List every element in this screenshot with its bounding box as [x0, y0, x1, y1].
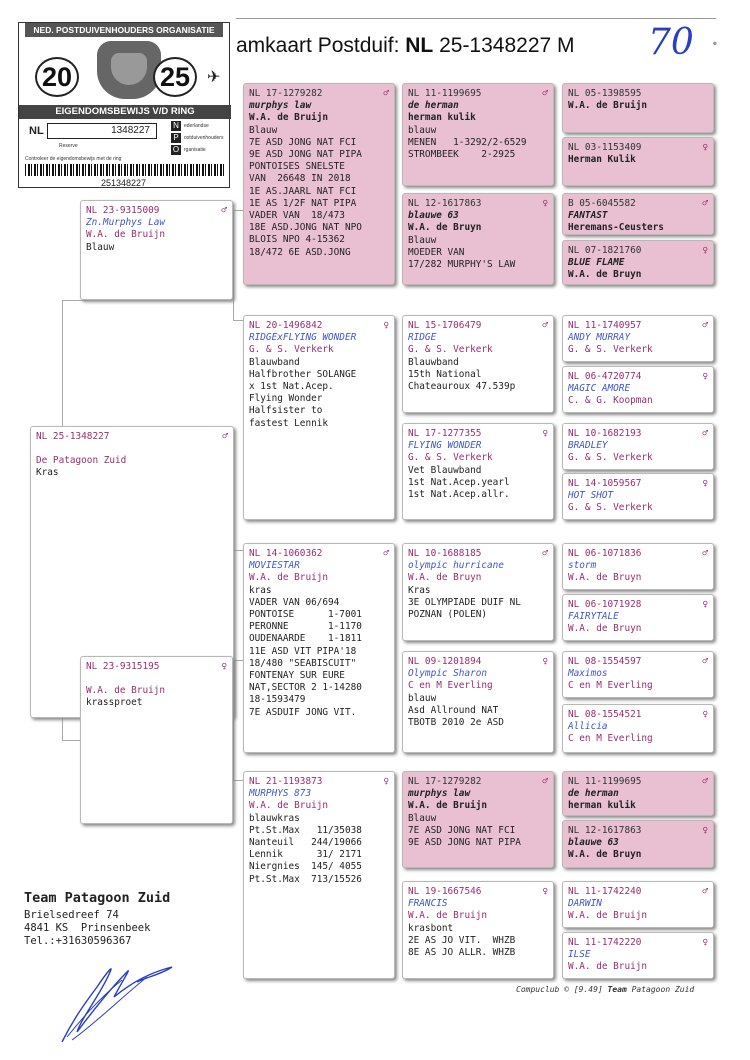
pedigree-card-g10	[562, 594, 714, 641]
pedigree-card-g14	[562, 820, 714, 868]
owner-name: W.A. de Bruijn	[568, 961, 648, 973]
sex-icon: ♀	[702, 142, 708, 153]
info-line: POZNAN (POLEN)	[408, 609, 488, 621]
info-line: krasbont	[408, 922, 454, 934]
info-line: 1E AS.JAARL NAT FCI	[249, 185, 357, 197]
connector-line	[233, 780, 243, 781]
owner-name: W.A. de Bruijn	[249, 572, 329, 584]
top-rule	[236, 18, 716, 19]
ring-line	[568, 88, 708, 100]
owner-name: W.A. de Bruijn	[568, 100, 648, 112]
pigeon-name: RIDGExFLYING WONDER	[249, 332, 357, 344]
sex-icon: ♀	[542, 198, 548, 209]
ring-org-banner: NED. POSTDUIVENHOUDERS ORGANISATIE	[25, 23, 223, 37]
owner-name: W.A. de Bruyn	[568, 623, 642, 635]
ring-line	[249, 320, 389, 332]
sex-icon: ♂	[702, 320, 708, 331]
ring-number-field: 1348227	[47, 123, 157, 139]
owner-name: G. & S. Verkerk	[408, 452, 493, 464]
owner-name: W.A. de Bruyn	[568, 269, 642, 281]
info-line: FONTENAY SUR EURE	[249, 670, 345, 682]
control-note: Controleer de eigendomsbewijs met de ring	[25, 156, 122, 162]
sex-icon: ♀	[702, 371, 708, 382]
info-line: Blauw	[249, 124, 278, 136]
ring-number: NL 08-1554521	[568, 709, 642, 720]
ring-line	[249, 88, 389, 100]
compuclub-credit: Compuclub © [9.49] Team Patagoon Zuid	[516, 985, 695, 994]
ring-line	[249, 776, 389, 788]
pedigree-card-g15	[562, 881, 714, 928]
pigeon-name: FAIRYTALE	[568, 611, 619, 623]
pigeon-name: Olympic Sharon	[408, 668, 488, 680]
info-line: Blauwband	[408, 356, 459, 368]
info-line: Asd Allround NAT	[408, 704, 499, 716]
ring-number: NL 10-1682193	[568, 428, 642, 439]
pedigree-card-g2	[562, 137, 714, 186]
year-left: 20	[35, 57, 79, 97]
info-line: 11E ASD VIT PIPA'18	[249, 645, 357, 657]
pedigree-card-g13	[562, 771, 714, 816]
sex-icon: ♀	[542, 886, 548, 897]
n-letter: N	[171, 121, 181, 131]
sex-icon: ♀	[702, 709, 708, 720]
sex-icon: ♂	[702, 198, 708, 209]
connector-line	[62, 300, 86, 301]
sex-icon: ♂	[542, 88, 548, 99]
sex-icon: ♂	[383, 548, 389, 559]
ring-line	[568, 886, 708, 898]
sex-icon: ♀	[702, 599, 708, 610]
sex-icon: ♂	[702, 428, 708, 439]
barcode	[25, 164, 225, 176]
info-line: STROMBEEK 2-2925	[408, 149, 516, 161]
sex-icon: ♂	[702, 548, 708, 559]
info-line: 1E AS 1/2F NAT PIPA	[249, 197, 357, 209]
pedigree-card-g11	[562, 651, 714, 698]
ring-number: NL 06-1071928	[568, 599, 642, 610]
info-line: blauw	[408, 124, 437, 136]
ring-line	[408, 320, 548, 332]
owner-name: Herman Kulik	[568, 154, 636, 166]
ring-number: NL 14-1059567	[568, 478, 642, 489]
ring-line	[568, 825, 708, 837]
pedigree-card-g16	[562, 932, 714, 979]
owner-name: W.A. de Bruijn	[86, 685, 166, 697]
info-line: Kras	[408, 584, 431, 596]
info-line: krassproet	[86, 697, 143, 709]
ring-line	[568, 937, 708, 949]
info-line: PONTOISES SNELSTE	[249, 161, 345, 173]
info-line: x 1st Nat.Acep.	[249, 381, 334, 393]
pedigree-card-g7	[562, 423, 714, 470]
owner-name: herman kulik	[568, 800, 636, 812]
ring-number: NL 14-1060362	[249, 548, 323, 559]
info-line: TBOTB 2010 2e ASD	[408, 717, 504, 729]
pigeon-name: de herman	[408, 100, 459, 112]
ring-number: NL 11-1199695	[408, 88, 482, 99]
info-line: 18/480 "SEABISCUIT"	[249, 657, 357, 669]
owner-name: De Patagoon Zuid	[36, 455, 127, 467]
info-line: Pt.St.Max 713/15526	[249, 873, 362, 885]
owner-name: C en M Everling	[568, 680, 653, 692]
info-line: 7E ASDUIF JONG VIT.	[249, 706, 357, 718]
pedigree-card-g6	[562, 366, 714, 413]
ring-number: NL 20-1496842	[249, 320, 323, 331]
ring-line	[86, 661, 227, 673]
info-line: BLOIS NPO 4-15362	[249, 234, 345, 246]
pigeon-name: Zn.Murphys Law	[86, 217, 166, 229]
info-line: 17/282 MURPHY'S LAW	[408, 259, 516, 271]
ring-line	[568, 198, 708, 210]
pedigree-card-g1	[562, 83, 714, 133]
sex-icon: ♂	[542, 320, 548, 331]
info-line: 9E ASD JONG NAT PIPA	[408, 837, 521, 849]
info-line: fastest Lennik	[249, 417, 329, 429]
sex-icon: ♂	[222, 431, 228, 442]
ring-line	[568, 478, 708, 490]
owner-name: W.A. de Bruijn	[408, 910, 488, 922]
pigeon-name: storm	[568, 560, 597, 572]
sex-icon: ♀	[702, 478, 708, 489]
pigeon-name: blauwe 63	[568, 837, 619, 849]
ring-number: NL 12-1617863	[568, 825, 642, 836]
info-line: Halfbrother SOLANGE	[249, 368, 357, 380]
owner-name: W.A. de Bruyn	[568, 572, 642, 584]
owner-name: W.A. de Bruyn	[408, 222, 482, 234]
ring-number: NL 11-1742240	[568, 886, 642, 897]
year-right: 25	[153, 57, 197, 97]
info-line: MENEN 1-3292/2-6529	[408, 136, 527, 148]
info-line: Blauw	[408, 234, 437, 246]
ring-line	[408, 198, 548, 210]
info-line: 7E ASD JONG NAT FCI	[408, 824, 516, 836]
info-line: Flying Wonder	[249, 393, 323, 405]
ring-line	[568, 428, 708, 440]
ring-number: NL 17-1279282	[249, 88, 323, 99]
pedigree-card-fmm	[402, 423, 554, 520]
ring-line	[36, 431, 228, 443]
owner-name: W.A. de Bruijn	[86, 229, 166, 241]
owner-name: C en M Everling	[568, 733, 653, 745]
owner-name: G. & S. Verkerk	[568, 344, 653, 356]
info-line: 18E ASD.JONG NAT NPO	[249, 222, 362, 234]
owner-name: C en M Everling	[408, 680, 493, 692]
owner-name: G. & S. Verkerk	[408, 344, 493, 356]
connector-line	[233, 660, 243, 661]
ring-line	[568, 599, 708, 611]
pedigree-card-ff	[243, 83, 395, 285]
pedigree-card-g5	[562, 315, 714, 362]
pigeon-name: murphys law	[249, 100, 312, 112]
info-line: blauw	[408, 692, 437, 704]
corner-mark: ●	[713, 40, 717, 47]
ring-number: NL 11-1742220	[568, 937, 642, 948]
pigeon-name: DARWIN	[568, 898, 602, 910]
p-text: ostduivenhouders	[184, 135, 224, 141]
pigeon-name: Allicia	[568, 721, 608, 733]
pigeon-name: MOVIESTAR	[249, 560, 300, 572]
owner-name: W.A. de Bruyn	[408, 572, 482, 584]
ring-line	[568, 371, 708, 383]
sex-icon: ♂	[221, 205, 227, 216]
info-line: Chateauroux 47.539p	[408, 381, 516, 393]
info-line: NAT,SECTOR 2 1-14280	[249, 682, 362, 694]
info-line: 18-1593479	[249, 694, 306, 706]
info-line: Blauw	[408, 812, 437, 824]
ring-number: NL 23-9315195	[86, 661, 160, 672]
info-line: Halfsister to	[249, 405, 323, 417]
signature	[52, 952, 202, 1047]
ring-number: NL 21-1193873	[249, 776, 323, 787]
owner-name: C. & G. Koopman	[568, 395, 653, 407]
ring-country: NL	[29, 125, 44, 137]
p-letter: P	[171, 133, 181, 143]
sex-icon: ♂	[383, 88, 389, 99]
info-line: Kras	[36, 467, 59, 479]
info-line: blauwkras	[249, 812, 300, 824]
ring-line	[568, 142, 708, 154]
pigeon-name: olympic hurricane	[408, 560, 504, 572]
pedigree-card-g9	[562, 543, 714, 590]
pedigree-card-mm	[243, 771, 395, 979]
pigeon-name: ILSE	[568, 949, 591, 961]
ring-number: NL 17-1277355	[408, 428, 482, 439]
ring-line	[408, 428, 548, 440]
info-line: 9E ASD JONG NAT PIPA	[249, 149, 362, 161]
pigeon-name: FANTAST	[568, 210, 608, 222]
info-line: MOEDER VAN	[408, 246, 465, 258]
info-line: 1st Nat.Acep.yearl	[408, 476, 510, 488]
owner-name: G. & S. Verkerk	[568, 502, 653, 514]
ring-number: NL 11-1740957	[568, 320, 642, 331]
sex-icon: ♀	[542, 656, 548, 667]
owner-name: W.A. de Bruijn	[568, 910, 648, 922]
pedigree-card-g4	[562, 240, 714, 285]
info-line: 2E AS JO VIT. WHZB	[408, 934, 516, 946]
info-line: 15th National	[408, 368, 482, 380]
owner-name: W.A. de Bruijn	[408, 800, 488, 812]
info-line: Nanteuil 244/19066	[249, 837, 362, 849]
o-text: rganisatie	[184, 147, 206, 153]
pigeon-name: murphys law	[408, 788, 471, 800]
info-line: kras	[249, 584, 272, 596]
sex-icon: ♀	[383, 320, 389, 331]
ring-line	[568, 548, 708, 560]
sex-icon: ♂	[542, 548, 548, 559]
info-line: VAN 26648 IN 2018	[249, 173, 351, 185]
connector-line	[233, 210, 243, 211]
pigeon-name: FLYING WONDER	[408, 440, 482, 452]
connector-line	[62, 300, 63, 430]
ring-line	[408, 656, 548, 668]
pigeon-name: ANDY MURRAY	[568, 332, 631, 344]
ring-number: NL 05-1398595	[568, 88, 642, 99]
reserve-label: Reserve	[59, 143, 78, 149]
pigeon-name: MAGIC AMORE	[568, 383, 631, 395]
pedigree-card-mfm	[402, 651, 554, 753]
handwritten-number: 70	[648, 22, 694, 63]
pedigree-card-mmf	[402, 771, 554, 868]
info-line: 7E ASD JONG NAT FCI	[249, 136, 357, 148]
pedigree-card-fmf	[402, 315, 554, 413]
pigeon-name: Maximos	[568, 668, 608, 680]
ownership-banner: EIGENDOMSBEWIJS V/D RING	[19, 105, 231, 119]
info-line: VADER VAN 18/473	[249, 210, 345, 222]
ring-number: NL 25-1348227	[36, 431, 110, 442]
sex-icon: ♂	[702, 656, 708, 667]
ring-line	[568, 656, 708, 668]
crest-logo-icon	[97, 41, 161, 99]
owner-name: W.A. de Bruyn	[568, 849, 642, 861]
ring-line	[408, 88, 548, 100]
info-line: 1st Nat.Acep.allr.	[408, 489, 510, 501]
connector-line	[233, 320, 243, 321]
pigeon-name: RIDGE	[408, 332, 437, 344]
team-name: Team Patagoon Zuid	[24, 890, 171, 906]
info-line: Lennik 31/ 2171	[249, 849, 362, 861]
info-line: 18/472 6E ASD.JONG	[249, 246, 351, 258]
ring-line	[86, 205, 227, 217]
pedigree-card-fff	[402, 83, 554, 186]
info-line: PONTOISE 1-7001	[249, 609, 362, 621]
info-line: 8E AS JO ALLR. WHZB	[408, 947, 516, 959]
ring-line	[249, 548, 389, 560]
ring-ownership-card	[18, 22, 230, 188]
ring-line	[568, 776, 708, 788]
owner-name: G. & S. Verkerk	[249, 344, 334, 356]
pedigree-card-g3	[562, 193, 714, 235]
info-line: OUDENAARDE 1-1811	[249, 633, 362, 645]
sex-icon: ♀	[542, 428, 548, 439]
sex-icon: ♀	[702, 825, 708, 836]
pedigree-card-mf	[243, 543, 395, 753]
info-line: Blauw	[86, 241, 115, 253]
pedigree-card-fm	[243, 315, 395, 520]
ring-number: NL 11-1199695	[568, 776, 642, 787]
sex-icon: ♀	[383, 776, 389, 787]
pigeon-name: de herman	[568, 788, 619, 800]
connector-line	[233, 550, 243, 551]
pigeon-name: HOT SHOT	[568, 490, 614, 502]
ring-number: NL 19-1667546	[408, 886, 482, 897]
ring-number: NL 10-1688185	[408, 548, 482, 559]
barcode-number: 251348227	[101, 178, 147, 188]
pigeon-name: BLUE FLAME	[568, 257, 625, 269]
pedigree-card-ffm	[402, 193, 554, 285]
page-title: amkaart Postduif: NL 25-1348227 M	[236, 34, 575, 57]
sex-icon: ♂	[702, 886, 708, 897]
ring-line	[408, 886, 548, 898]
owner-name: Heremans-Ceusters	[568, 222, 664, 234]
ring-line	[568, 245, 708, 257]
info-line: Pt.St.Max 11/35038	[249, 824, 362, 836]
owner-name: G. & S. Verkerk	[568, 452, 653, 464]
pedigree-card-m	[80, 656, 233, 824]
team-address: Brielsedreef 74 4841 KS Prinsenbeek Tel.:+31630596367	[24, 909, 151, 947]
sex-icon: ♀	[702, 937, 708, 948]
ring-line	[568, 709, 708, 721]
sex-icon: ♂	[542, 776, 548, 787]
o-letter: O	[172, 145, 180, 154]
pigeon-icon: ✈	[207, 69, 221, 86]
n-text: ederlandse	[184, 123, 209, 129]
sex-icon: ♂	[702, 776, 708, 787]
pedigree-card-g8	[562, 473, 714, 520]
ring-line	[408, 548, 548, 560]
ring-number: NL 03-1153409	[568, 142, 642, 153]
pigeon-name: blauwe 63	[408, 210, 459, 222]
sex-icon: ♀	[702, 245, 708, 256]
pigeon-name: FRANCIS	[408, 898, 448, 910]
ring-number: NL 06-4720774	[568, 371, 642, 382]
pedigree-card-mff	[402, 543, 554, 641]
ring-number: NL 17-1279282	[408, 776, 482, 787]
info-line: Blauwband	[249, 356, 300, 368]
info-line: VADER VAN 06/694	[249, 596, 340, 608]
sex-icon: ♀	[221, 661, 227, 672]
pedigree-card-g12	[562, 704, 714, 753]
owner-name: W.A. de Bruijn	[249, 112, 329, 124]
info-line: 3E OLYMPIADE DUIF NL	[408, 596, 521, 608]
ring-number: NL 12-1617863	[408, 198, 482, 209]
owner-name: W.A. de Bruijn	[249, 800, 329, 812]
connector-line	[233, 210, 234, 320]
pedigree-card-f	[80, 200, 233, 300]
info-line: Vet Blauwband	[408, 464, 482, 476]
ring-number: B 05-6045582	[568, 198, 636, 209]
owner-name: herman kulik	[408, 112, 476, 124]
ring-number: NL 09-1201894	[408, 656, 482, 667]
ring-number: NL 15-1706479	[408, 320, 482, 331]
ring-line	[568, 320, 708, 332]
pigeon-name: MURPHYS 873	[249, 788, 312, 800]
ring-number: NL 08-1554597	[568, 656, 642, 667]
ring-line	[408, 776, 548, 788]
ring-number: NL 07-1821760	[568, 245, 642, 256]
info-line: PERONNE 1-1170	[249, 621, 362, 633]
pigeon-name: BRADLEY	[568, 440, 608, 452]
ring-number: NL 23-9315009	[86, 205, 160, 216]
pedigree-card-mmm	[402, 881, 554, 979]
info-line: Niergnies 145/ 4055	[249, 861, 362, 873]
ring-number: NL 06-1071836	[568, 548, 642, 559]
